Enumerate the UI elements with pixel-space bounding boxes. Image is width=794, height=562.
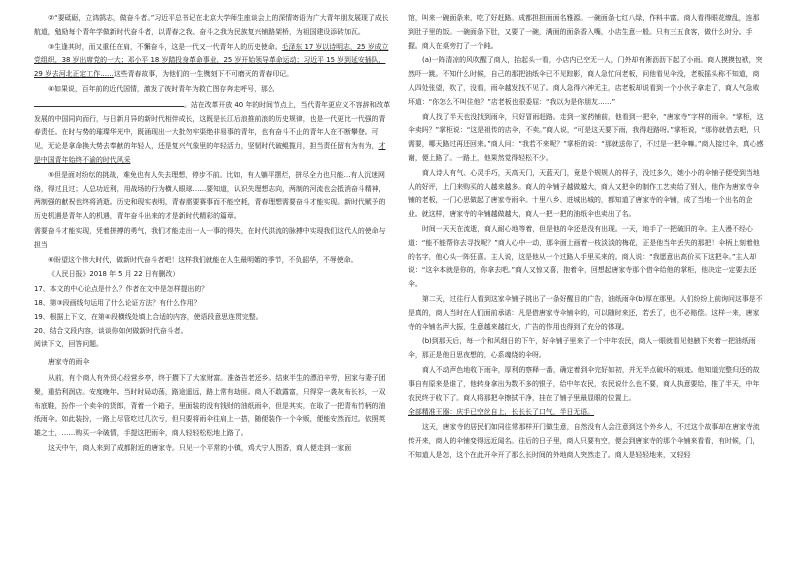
story-paragraph-1: 从前，有个商人有外贸心经营乡亭，终于攒下了大家财富。准备告老还乡。结束半生的漂泊辛劳，回家与妻子团聚，重拾利润店。安度晚年。当时时局动荡，路途遥远，路上常有劫匪。商人不敢露富，只得穿一袭灰布长衫，一双布底鞋，扮作一个卖伞的货郎，背着一个箱子，里面装的没有钱财的油纸雨伞，但是其实，在取了一把青布竹柄的油纸雨伞。如此装扮，一路上尽管吃过几次亏，但只要将雨伞往肩上一搭，随便装作一个伞贩，便能安然而过。依照英雄之士，……购买一伞破情，手提这把雨伞，商人轻轻松松地上路了。 [34, 373, 386, 438]
answer-blank[interactable] [34, 97, 184, 107]
paragraph-2: ②“要砥砺，立鸿鹄志，做奋斗者。”习近平总书记在北京大学师生座谈会上的深情寄语为广大青年朋友展现了成长航道，勉励每个青年学做新时代奋斗者，以青春之我、奋斗之我为民族复兴铺路架桥，为祖国建设添砖加瓦。 [34, 14, 389, 36]
story-paragraph-2: 这天中午，商人来到了成都附近的唐家寺。只见一个平常的小镇，鸡犬宁人图香，商人便走到一家面 [48, 443, 352, 452]
story-paragraph-3: 馆，叫来一碗面条来，吃了好赶路。成都担担面面名雅源。一碗面条七红八绿，作料丰富。商人看得眼花缭乱，连那到肚子里的饭。一碗面条下肚，又要了一碗，满面的面条香入嘴，小店生意一般。只有三五食客，做什么时分。手握。商人在桌旁打了一个盹。 [408, 14, 760, 50]
paragraph-3-underlined-1: 毛泽东 17 岁以诗明志，25 岁成立党组织， [34, 42, 389, 65]
read-instruction: 阅读下文，回答问题。 [34, 340, 103, 349]
paragraph-5-tail: 需要奋斗才能实现，凭着拼搏的勇气，我们才能走出一人一事的得失，在时代洪流的脉搏中实现我们这代人的使命与担当 [34, 226, 386, 249]
story-paragraph-3b: (a)一阵清凉的风吹醒了商人，抬起头一看，小店内已空无一人，门外却有淅沥沥下起了小雨。商人摸摸包袱，突然吓一跳。不知什么时候，自己的那把油纸伞已不见踪影，商人急忙问老板，问他看见伞没，老板摇头称不知道，商人四处张望，吹了，没看，雨伞越发找不见了。商人急得六神无主，店老板却说看到一个小伙子拿走了，商人气急败坏道：“你怎么不叫住他？”店老板也很委屈：“我以为是你朋友……” [408, 56, 763, 106]
story-paragraph-5: 商人诗人有气、心灵手巧，天高天门，天蓝天门，竟是个规规人的样子，没过多久，她小小的伞铺子便受到当地人的好评，上门来购买的人越来越多。商人的伞铺子越做越大，商人又把伞的制作工艺卖给了别人，他作为唐家寺伞铺的老板，一门心思做起了唐家寺雨伞。十里八乡、进城出城的，都知道了唐家寺的伞铺，成了当地一个出名的企业。就这样，唐家寺的伞铺越做越大，商人一把一把的油纸伞也卖出了名。 [408, 168, 760, 219]
story-paragraph-6: 时间一天天在流逝，商人耐心地等着，但是他的伞还是没有出现。一天，地手了一把破旧的伞。主人漫不经心道：“能不能帮你去寻找呢？”商人心中一动，那伞面上画着一枝淡淡的梅花，正是他当年丢失的那把！伞柄上刻着他的名字，他心头一阵狂喜。主人说，这是他从一个过路人手里买来的。商人说：“我愿意出高价买下这把伞。”主人却说：“这伞本就是你的，你拿去吧。”商人又惊又喜，抱着伞，回想起唐家寺那个借伞给他的掌柜，他决定一定要去还伞。 [408, 224, 760, 289]
story-paragraph-10: 这天，唐家寺的居民们如同往常那样开门做生意，自然没有人会注意到这个外乡人，不过这个故事却在唐家寺流传开来，商人的伞铺变得远近闻名。往后的日子里，商人只要有空，便会到唐家寺的那个伞铺来看看，有时候，门，不知道人是怎，这个在此开伞开了那么长时间的外地商人突然走了。商人是轻轻地来，又轻轻 [408, 423, 760, 459]
right-column [408, 12, 766, 464]
paragraph-3-lead: ③生逢其时，而又重任在肩，不懈奋斗，这是一代又一代青年人的历史使命。 [48, 42, 282, 51]
left-column [34, 12, 392, 457]
paragraph-4 [34, 83, 392, 168]
story-paragraph-7: 第二天，过往行人看到这家伞铺子挑出了一条好醒目的广告，油纸雨伞(b)厚在那里。人们纷纷上前询问这事是不是真的，商人当时在人们面前承诺：凡是借唐家寺伞铺伞的，可以随时来还，若丢了，也不必赔偿。这样一来，唐家寺的伞铺名声大振，生意越来越红火，广告的作用也得到了充分的体现。 [408, 294, 763, 331]
paragraph-4-rest: 。站在改革开放 40 年的时间节点上，当代青年更应义不容辞和改革发展的中国同向而行，与日新月异的新时代相伴成长，这既是长江后浪推前浪的历史规律，也是一代更比一代强的青春责任。在时与势的璀璨华光中，既涌现出一大批勿牢渠绝非易事的青年，也有奋斗不止的青年人在不断攀登。可见，无论是拿命换大势去奉献的年轻人，还是复兴气象里的年轻活力，坚韧时代破鲲揽月，担当责任留有为有为， [34, 100, 391, 151]
paragraph-4-underlined: 才是中国青年始终不渝的时代风采 [34, 142, 386, 164]
paragraph-3-tail: 这些青春故事，为他们的一生镌刻下不可磨灭的青春印记。 [113, 70, 294, 79]
source-citation: 《人民日报》2018 年 5 月 22 日有删改） [48, 270, 180, 279]
question-20: 20、结合文段内容，谈谈你如何做新时代奋斗者。 [34, 326, 188, 335]
story-paragraph-4: 商人找了半天也没找到雨伞，只好冒雨赶路。走到一家药铺前，他看到一把伞，“唐家寺”字样的雨伞。“掌柜，这伞卖吗？”掌柜说：“这是祖传的店伞，不卖。”商人说，“可是这天要下雨，我得赶路呀。”掌柜说，“那你就借去吧，只需要，哪天路过再还回来。”商人问：“我若不来呢？”掌柜的说：“那就送你了，不过是一把伞嘛。”商人接过伞，真心感谢，便上路了。一路上，他果然觉得轻松不少。 [408, 112, 764, 162]
paragraph-6: ⑥盼望这个伟大时代，做新时代奋斗者吧！这样我们就能在人生最明媚的季节，不负韶华，不辱使命。 [48, 255, 358, 264]
story-paragraph-8: (b)到那天后，每一个和风细日的下午，好伞铺子里来了一个中年农民，商人一眼就看见他腋下夹着一把油纸雨伞，那正是他日思夜想的，心系魂绕的伞呀。 [408, 337, 756, 360]
paragraph-3 [34, 41, 392, 82]
paragraph-4-start: ④如果说，百年前的近代国情，激发了彼时青年为救亡图存奔走呼号，那么 [48, 84, 275, 93]
question-18: 18、第③段画线句运用了什么论证方法？有什么作用？ [34, 298, 201, 307]
story-paragraph-9: 商人不动声色地收下雨伞，厚利的察释一番，确定着到伞完好如初，并无半点破坏的痕迹。他知道完整归还的故事自有原来是谁了，他转身拿出为数不多的银子，给中年农民，农民说什么也不要，商人执意要给，推了半天，中年农民终于收下了。商人将那把伞擦拭干净，挂在了铺子里最显眼的位置上。 [408, 365, 760, 402]
paragraph-5: ⑤但是面对纷纭的挑战，难免也有人失去理想，停步不前。比如，有人躺平摆烂，拼尽全力也只能…有人沉迷网络，得过且过；人总功近利，用战场的行为横人眼球……要知道，认识失理想志向，两制的河流也会抵消奋斗精神，两制强的献祝也终将消逝。历史和现实表明，青春需要赛事而不能空耗，青春理想需要奋斗才能实现。新时代赋予的历史机遇是青年人的机遇，青年奋斗出来的才是新时代精彩的篇章。 [34, 170, 386, 221]
story-underlined-sentence: 全部精准王器：庆手已空丝自上，长长长了口气，半日无语。 [408, 408, 595, 417]
question-17: 17、本文的中心论点是什么？作者在文中是怎样提出的？ [34, 285, 209, 294]
paragraph-3-underlined-2: 38 岁出席党的一大；邓小平 18 岁踏投身革命事业，25 岁开始领导革命运动；习近平 15 岁到延安插队，29 岁去河北正定工作…… [34, 56, 386, 79]
story-title: 唐家寺的雨伞 [48, 358, 90, 367]
question-19: 19、根据上下文，在第④段横线处填上合适的内容，使语段意思连贯完整。 [34, 312, 263, 321]
